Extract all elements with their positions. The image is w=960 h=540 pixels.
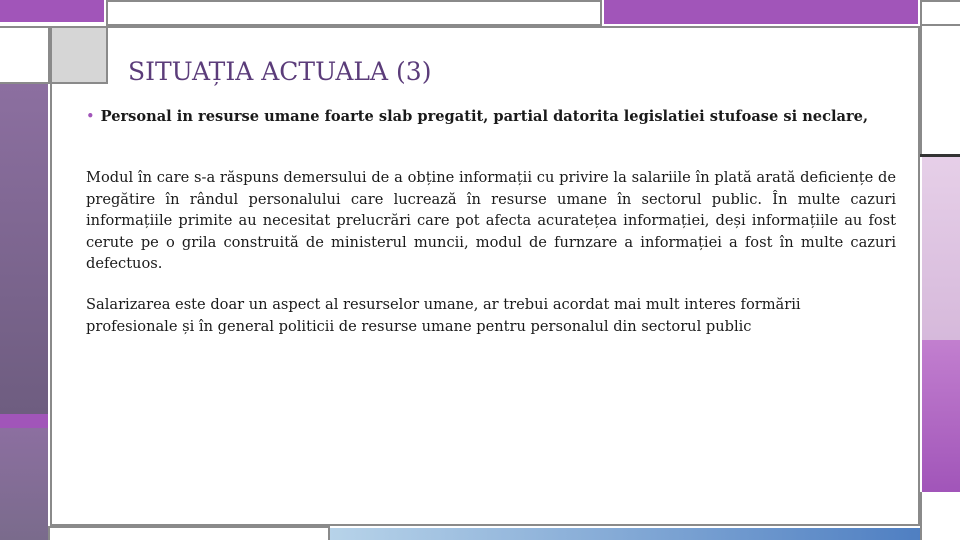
frame-box-top-middle (106, 0, 602, 26)
paragraph-hr-deficiencies: Modul în care s-a răspuns demersului de a obține informații cu privire la salariile în plată arată deficiențe de pregătire în rândul personalului care lucrează în resurse umane în sectorul public. În multe cazuri informațiile primite au necesitat prelucrări care pot afecta acuratețea informației, deși informațiile au fost cerute pe o grila construită de ministerul muncii, modul de furnzare a informației a fost în multe cazuri defectuos. (86, 169, 896, 272)
frame-accent-top-right (604, 0, 918, 24)
bullet-item (86, 106, 910, 128)
frame-accent-top-left (0, 0, 104, 22)
slide-content-panel (50, 26, 920, 526)
frame-box-top-right (920, 0, 960, 26)
frame-strip-bottom (330, 528, 920, 540)
frame-box-right-top (920, 26, 960, 156)
frame-strip-left-lower (0, 428, 48, 540)
frame-box-title-corner (50, 26, 108, 84)
frame-box-left-top (0, 26, 50, 84)
bullet-marker: • (86, 108, 95, 125)
frame-strip-right-light (922, 157, 960, 340)
frame-strip-left-accent (0, 414, 48, 428)
bullet-text: Personal in resurse umane foarte slab pregatit, partial datorita legislatiei stufoase si neclare, (100, 108, 869, 125)
frame-strip-left-upper (0, 84, 48, 414)
frame-box-right-bottom (920, 492, 960, 540)
frame-box-bottom-left (48, 526, 330, 540)
frame-strip-right-dark (922, 340, 960, 492)
slide-title: SITUAȚIA ACTUALA (3) (128, 57, 432, 86)
paragraph-salary-aspect: Salarizarea este doar un aspect al resurselor umane, ar trebui acordat mai mult interes formării profesionale și în general politicii de resurse umane pentru personalul din sectorul public (86, 296, 801, 335)
